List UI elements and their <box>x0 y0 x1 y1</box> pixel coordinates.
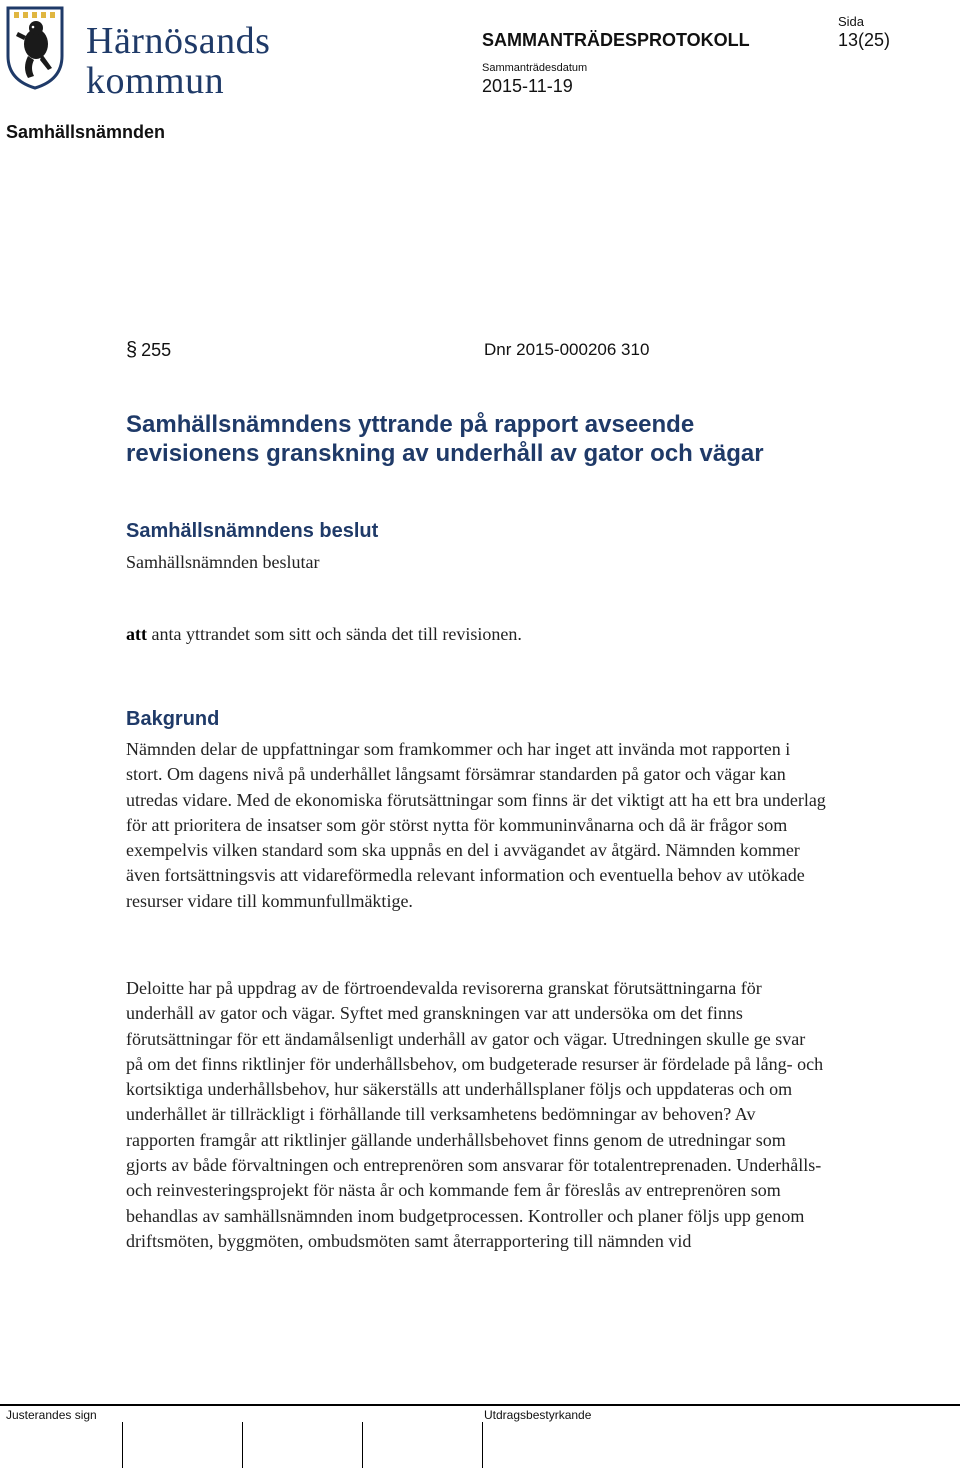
meeting-date-label: Sammanträdesdatum <box>482 62 588 74</box>
extract-label: Utdragsbestyrkande <box>484 1408 592 1422</box>
meeting-date: 2015-11-19 <box>482 76 573 96</box>
paragraph-sign: § <box>126 339 138 361</box>
coat-of-arms-icon <box>6 6 64 90</box>
sign-box-divider <box>362 1422 363 1468</box>
document-type: SAMMANTRÄDESPROTOKOLL <box>482 30 750 50</box>
footer-rule <box>0 1404 960 1406</box>
logo-text-line2: kommun <box>86 60 225 102</box>
committee-name: Samhällsnämnden <box>6 122 166 142</box>
sign-box-divider <box>482 1422 483 1468</box>
sign-box-divider <box>242 1422 243 1468</box>
logo-text-line1: Härnösands <box>86 20 271 62</box>
background-heading: Bakgrund <box>126 708 220 730</box>
diary-number: Dnr 2015-000206 310 <box>484 340 650 359</box>
sign-box-divider <box>122 1422 123 1468</box>
page-label: Sida <box>838 14 865 29</box>
decision-text <box>126 624 522 645</box>
decision-body: anta yttrandet som sitt och sända det till revisionen. <box>147 624 522 644</box>
item-number-value: 255 <box>141 340 172 360</box>
item-title: Samhällsnämndens yttrande på rapport avseende revisionens granskning av underhåll av gator och vägar <box>126 411 764 467</box>
page-number: 13(25) <box>838 30 891 50</box>
signature-footer <box>0 1404 960 1470</box>
item-number <box>126 339 171 362</box>
decision-intro: Samhällsnämnden beslutar <box>126 552 320 572</box>
municipality-logo <box>6 6 278 102</box>
sign-label: Justerandes sign <box>6 1408 97 1422</box>
background-paragraph-1: Nämnden delar de uppfattningar som framkommer och har inget att invända mot rapporten i stort. Om dagens nivå på underhållet långsamt försämrar standarden på gator och vägar kan utredas vidare. Med de ekonomiska förutsättningar som finns är det viktigt att ha ett bra underlag för att prioritera de insatser som gör störst nytta för kommuninvånarna och då är frågor som exempelvis vilken standard som ska uppnås en del i avvägandet av åtgärd. Nämnden kommer även fortsättningsvis att vidareförmedla relevant information och eventuella behov av utökade resurser vidare till kommunfullmäktige. <box>126 739 826 911</box>
decision-heading: Samhällsnämndens beslut <box>126 520 379 542</box>
background-paragraph-2: Deloitte har på uppdrag av de förtroendevalda revisorerna granskat förutsättningarna för underhåll av gator och vägar. Syftet med granskningen var att undersöka om det finns förutsättningar för ett ändamålsenligt underhåll av gator och vägar. Utredningen skulle ge svar på om det finns riktlinjer för underhållsbehov, om budgeterade resurser är fördelade på lång- och kortsiktiga underhållsbehov, hur säkerställs att underhållsplaner följs och uppdateras och om underhållet är tillräckligt i förhållande till verksamhetens bedömningar av behoven? Av rapporten framgår att riktlinjer gällande underhållsbehovet finns genom de utredningar som gjorts av både förvaltningen och entreprenören som ansvarar för totalentreprenaden. Underhålls- och reinvesteringsprojekt för nästa år och kommande fem år föreslås av entreprenören som behandlas av samhällsnämnden inom budgetprocessen. Kontroller och planer följs upp genom driftsmöten, byggmöten, ombudsmöten samt återrapportering till nämnden vid <box>126 978 824 1251</box>
decision-att: att <box>126 624 147 644</box>
